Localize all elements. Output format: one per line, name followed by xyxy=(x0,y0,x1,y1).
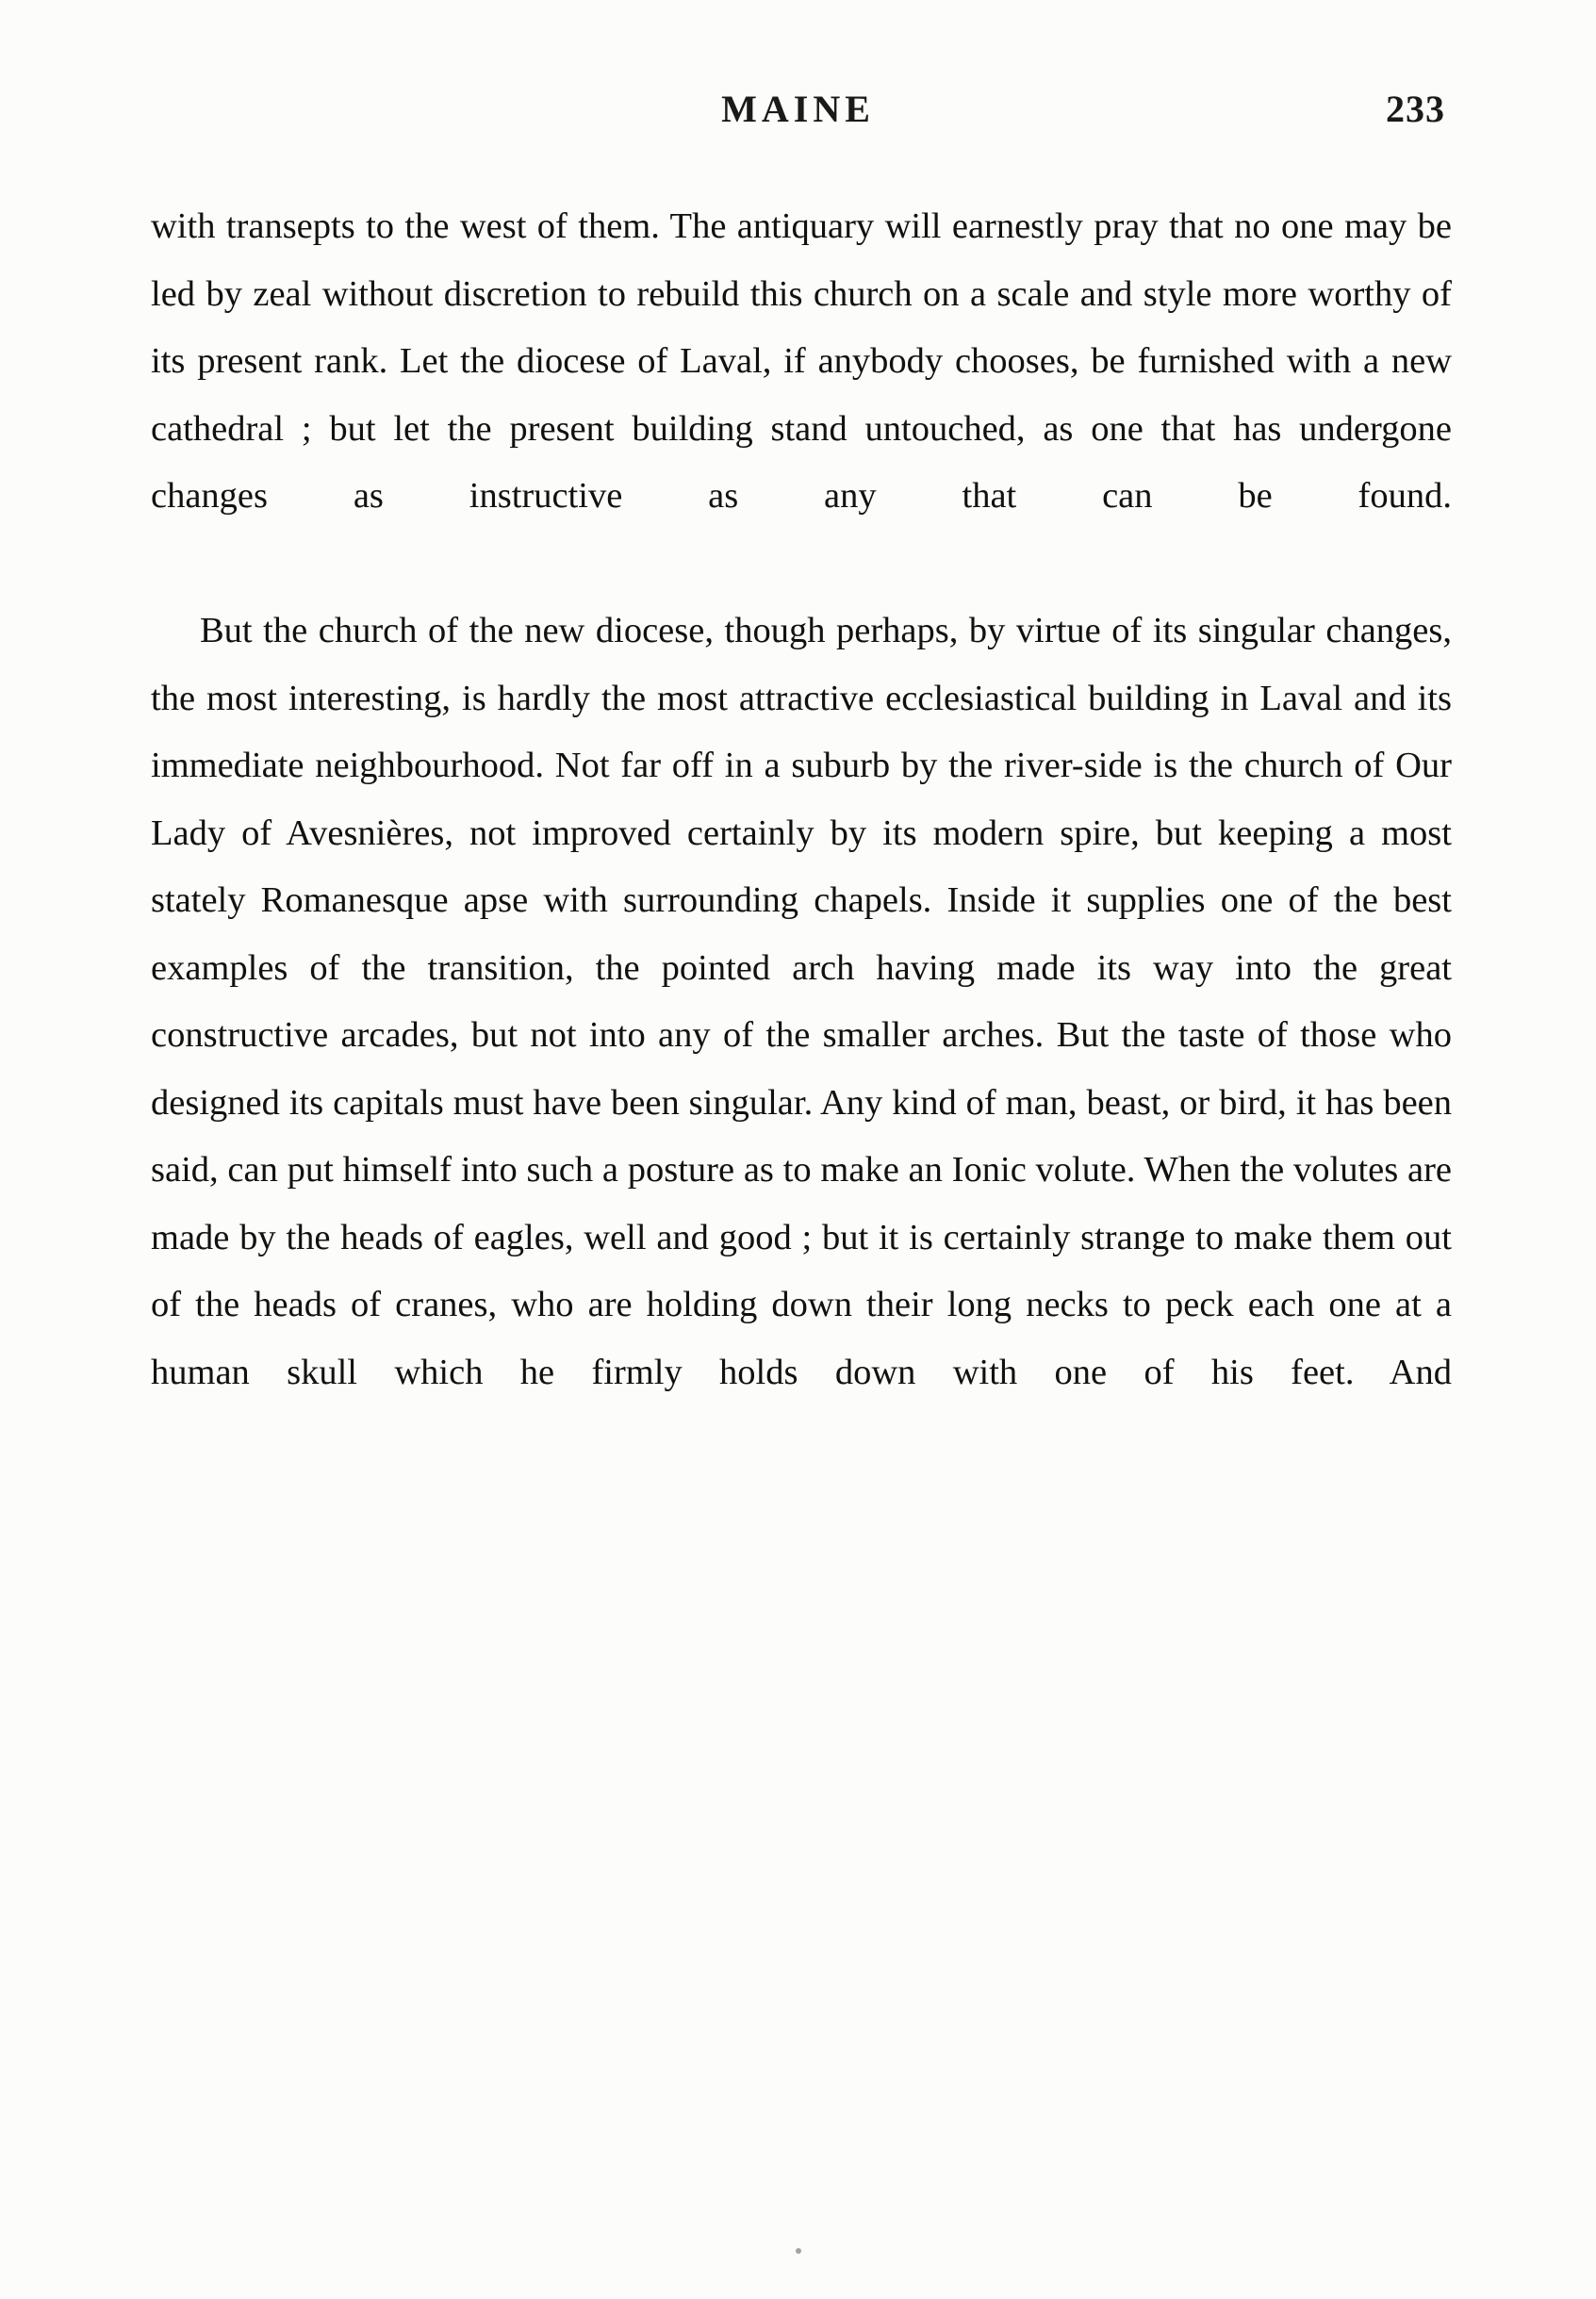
page-header xyxy=(151,87,1445,134)
running-head: MAINE xyxy=(721,88,875,130)
paragraph: with transepts to the west of them. The antiquary will earnestly pray that no one may be led by zeal without discretion to rebuild this church on a scale and style more worthy of its present rank. Let the diocese of Laval, if anybody chooses, be furnished with a new cathedral ; but let the present building stand untouched, as one that has undergone changes as instructive as any that can be found. xyxy=(151,206,1452,516)
page-body xyxy=(151,193,1452,1474)
footer-printers-mark xyxy=(796,2248,801,2254)
paragraph: But the church of the new diocese, though perhaps, by virtue of its singular changes, the most interesting, is hardly the most attractive ecclesiastical building in Laval and its immediate neighbourhood. Not far off in a suburb by the river-side is the church of Our Lady of Avesnières, not improved certainly by its modern spire, but keeping a most stately Romanesque apse with surrounding chapels. Inside it supplies one of the best examples of the transition, the pointed arch having made its way into the great constructive arcades, but not into any of the smaller arches. But the taste of those who designed its capitals must have been singular. Any kind of man, beast, or bird, it has been said, can put himself into such a posture as to make an Ionic volute. When the volutes are made by the heads of eagles, well and good ; but it is certainly strange to make them out of the heads of cranes, who are holding down their long necks to peck each one at a human skull which he firmly holds down with one of his feet. And xyxy=(151,611,1452,1392)
page-number: 233 xyxy=(1386,88,1445,130)
